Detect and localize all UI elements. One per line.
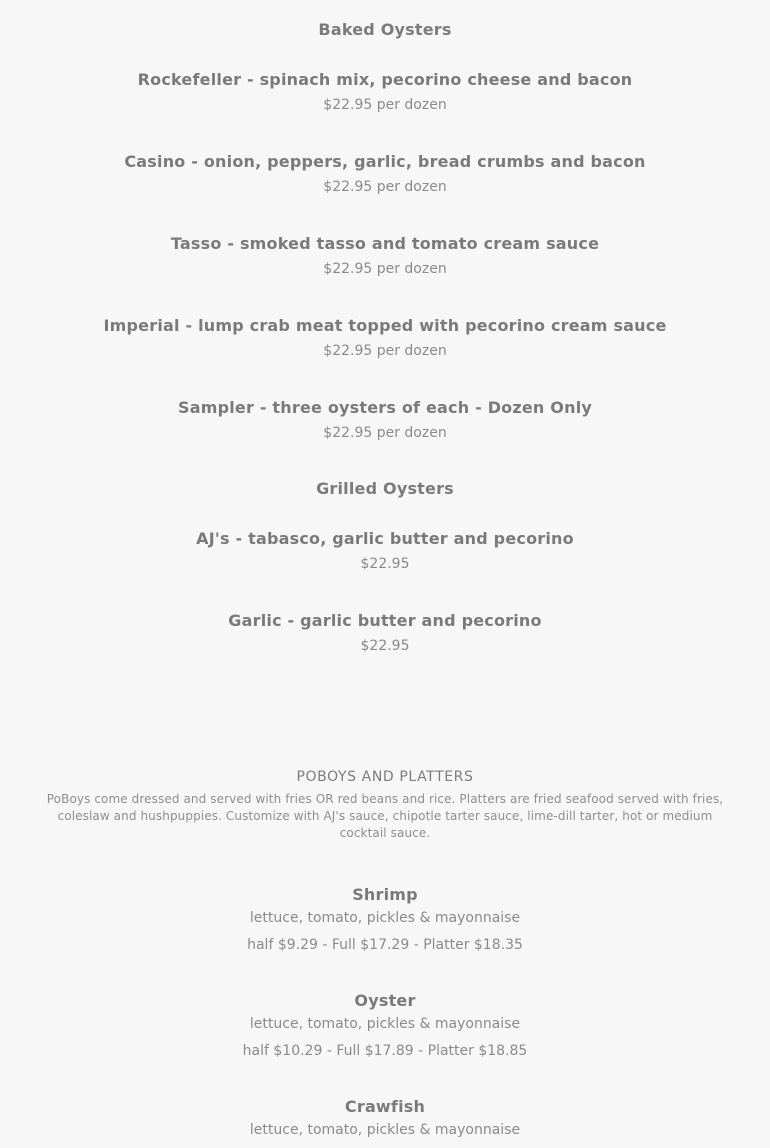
menu-item-rockefeller [0, 69, 770, 115]
item-name: Crawfish [344, 1097, 426, 1116]
menu-item-crawfish [0, 1096, 770, 1140]
menu-item-garlic [0, 610, 770, 656]
menu-item-shrimp [0, 884, 770, 955]
item-description: lettuce, tomato, pickles & mayonnaise [249, 910, 521, 926]
item-price: $22.95 per dozen [323, 343, 447, 359]
poboys-intro: PoBoys come dressed and served with fries OR red beans and rice. Platters are fried seafood served with fries, coleslaw and hushpuppies. Customize with AJ's sauce, chipotle tarter sauce, lime-dill tarter, hot or medium cocktail sauce. [46, 792, 724, 840]
item-name: Rockefeller - spinach mix, pecorino cheese and bacon [137, 70, 633, 89]
menu-item-ajs [0, 528, 770, 574]
item-description: lettuce, tomato, pickles & mayonnaise [249, 1122, 521, 1138]
baked-oysters-heading: Baked Oysters [318, 20, 452, 39]
item-name: Casino - onion, peppers, garlic, bread crumbs and bacon [124, 152, 646, 171]
item-price: half $10.29 - Full $17.89 - Platter $18.85 [242, 1043, 528, 1059]
item-name: AJ's - tabasco, garlic butter and pecorino [196, 529, 574, 548]
item-name: Sampler - three oysters of each - Dozen Only [177, 398, 593, 417]
menu-item-casino [0, 151, 770, 197]
item-price: $22.95 [360, 638, 410, 654]
item-name: Shrimp [352, 885, 418, 904]
item-name: Garlic - garlic butter and pecorino [228, 611, 542, 630]
item-description: lettuce, tomato, pickles & mayonnaise [249, 1016, 521, 1032]
item-price: $22.95 per dozen [323, 261, 447, 277]
item-price: $22.95 per dozen [323, 425, 447, 441]
menu-item-tasso [0, 233, 770, 279]
item-price: half $9.29 - Full $17.29 - Platter $18.35 [247, 937, 523, 953]
menu-item-sampler [0, 397, 770, 443]
item-name: Oyster [354, 991, 416, 1010]
item-price: $22.95 [360, 556, 410, 572]
menu-item-imperial [0, 315, 770, 361]
menu-item-oyster [0, 990, 770, 1061]
item-price: $22.95 per dozen [323, 97, 447, 113]
poboys-title: POBOYS AND PLATTERS [296, 769, 474, 785]
item-name: Tasso - smoked tasso and tomato cream sauce [170, 234, 600, 253]
item-price: $22.95 per dozen [323, 179, 447, 195]
grilled-oysters-heading: Grilled Oysters [316, 479, 454, 498]
item-name: Imperial - lump crab meat topped with pecorino cream sauce [103, 316, 667, 335]
